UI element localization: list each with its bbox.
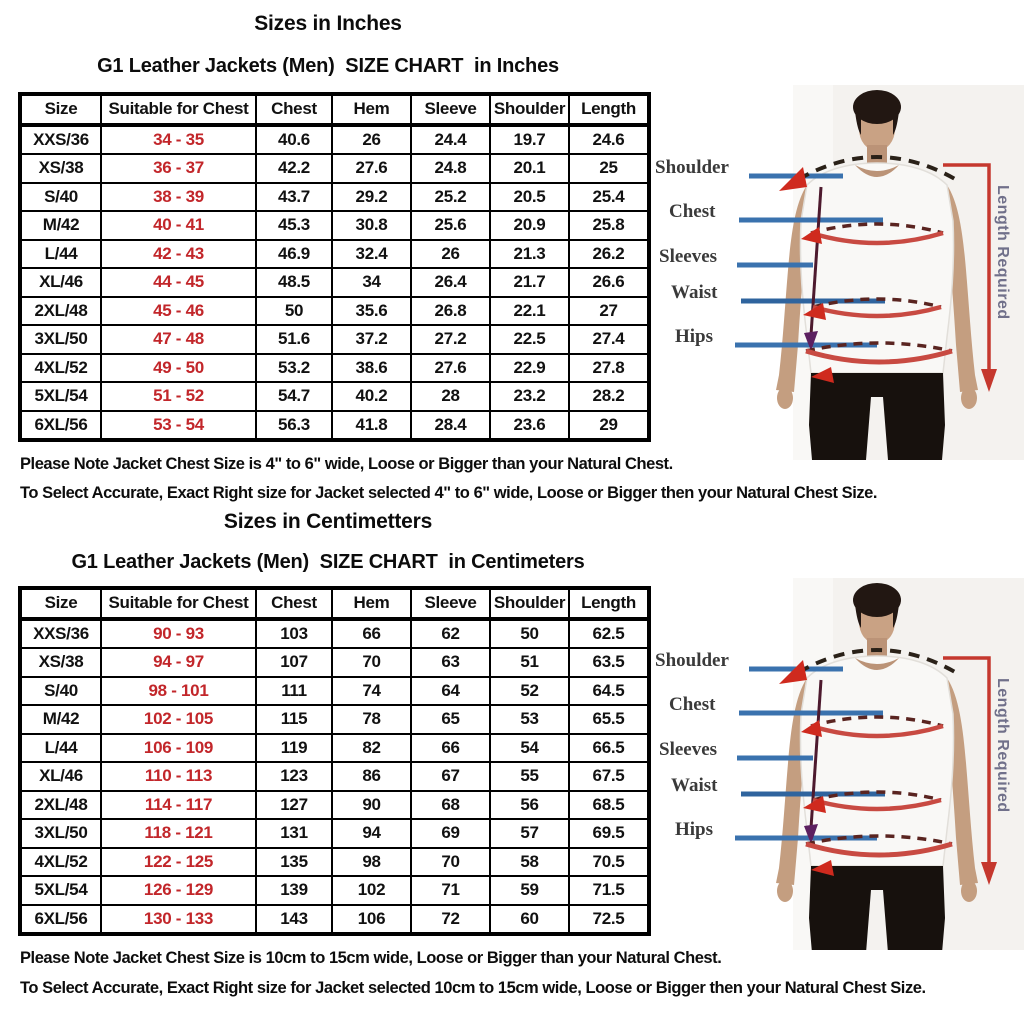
value-cell: 26 — [411, 240, 490, 269]
column-header: Chest — [256, 94, 332, 125]
value-cell: 131 — [256, 819, 332, 848]
size-cell: L/44 — [20, 240, 101, 269]
note-cm-2: To Select Accurate, Exact Right size for Jacket selected 10cm to 15cm wide, Loose or Bigger then your Natural Chest Size. — [20, 979, 926, 997]
size-cell: M/42 — [20, 705, 101, 734]
figure-label-hips: Hips — [675, 819, 714, 840]
figure-label-sleeves: Sleeves — [659, 739, 718, 760]
value-cell: 74 — [332, 677, 411, 706]
value-cell: 67 — [411, 762, 490, 791]
section-title-cm: Sizes in Centimetters — [223, 510, 433, 533]
table-row — [20, 905, 649, 935]
value-cell: 82 — [332, 734, 411, 763]
table-row — [20, 734, 649, 763]
column-header: Chest — [256, 588, 332, 619]
value-cell: 29.2 — [332, 183, 411, 212]
value-cell: 29 — [569, 411, 649, 441]
size-cell: XL/46 — [20, 762, 101, 791]
value-cell: 21.3 — [490, 240, 569, 269]
column-header: Size — [20, 588, 101, 619]
value-cell: 111 — [256, 677, 332, 706]
value-cell: 127 — [256, 791, 332, 820]
size-cell: 2XL/48 — [20, 297, 101, 326]
value-cell: 98 — [332, 848, 411, 877]
value-cell: 66 — [411, 734, 490, 763]
table-row — [20, 211, 649, 240]
value-cell: 68.5 — [569, 791, 649, 820]
note-inches-1: Please Note Jacket Chest Size is 4" to 6" wide, Loose or Bigger than your Natural Chest. — [20, 455, 673, 473]
table-row — [20, 819, 649, 848]
value-cell: 139 — [256, 876, 332, 905]
value-cell: 50 — [490, 619, 569, 649]
value-cell: 90 - 93 — [101, 619, 256, 649]
size-table-cm — [18, 586, 651, 936]
value-cell: 30.8 — [332, 211, 411, 240]
value-cell: 40 - 41 — [101, 211, 256, 240]
size-cell: S/40 — [20, 677, 101, 706]
value-cell: 27.6 — [411, 354, 490, 383]
value-cell: 28.2 — [569, 382, 649, 411]
value-cell: 22.9 — [490, 354, 569, 383]
value-cell: 126 - 129 — [101, 876, 256, 905]
value-cell: 46.9 — [256, 240, 332, 269]
man-measurement-diagram — [645, 85, 1024, 460]
value-cell: 58 — [490, 848, 569, 877]
column-header: Sleeve — [411, 588, 490, 619]
column-header: Shoulder — [490, 588, 569, 619]
value-cell: 56 — [490, 791, 569, 820]
value-cell: 110 - 113 — [101, 762, 256, 791]
table-row — [20, 705, 649, 734]
value-cell: 62.5 — [569, 619, 649, 649]
value-cell: 53 - 54 — [101, 411, 256, 441]
value-cell: 60 — [490, 905, 569, 935]
value-cell: 20.5 — [490, 183, 569, 212]
value-cell: 122 - 125 — [101, 848, 256, 877]
table-row — [20, 297, 649, 326]
value-cell: 64 — [411, 677, 490, 706]
value-cell: 45.3 — [256, 211, 332, 240]
value-cell: 56.3 — [256, 411, 332, 441]
size-cell: 4XL/52 — [20, 354, 101, 383]
value-cell: 40.2 — [332, 382, 411, 411]
value-cell: 66 — [332, 619, 411, 649]
value-cell: 26.2 — [569, 240, 649, 269]
column-header: Length — [569, 588, 649, 619]
neck — [867, 145, 887, 165]
value-cell: 65.5 — [569, 705, 649, 734]
size-cell: 3XL/50 — [20, 819, 101, 848]
size-cell: 5XL/54 — [20, 876, 101, 905]
column-header: Shoulder — [490, 94, 569, 125]
figure-label-chest: Chest — [669, 694, 716, 715]
value-cell: 54 — [490, 734, 569, 763]
value-cell: 34 - 35 — [101, 125, 256, 155]
value-cell: 42 - 43 — [101, 240, 256, 269]
table-row — [20, 268, 649, 297]
value-cell: 135 — [256, 848, 332, 877]
value-cell: 27.6 — [332, 154, 411, 183]
value-cell: 59 — [490, 876, 569, 905]
value-cell: 20.9 — [490, 211, 569, 240]
value-cell: 20.1 — [490, 154, 569, 183]
column-header: Suitable for Chest — [101, 94, 256, 125]
value-cell: 72 — [411, 905, 490, 935]
value-cell: 63.5 — [569, 648, 649, 677]
header-row — [20, 588, 649, 619]
note-inches-2: To Select Accurate, Exact Right size for Jacket selected 4" to 6" wide, Loose or Bigger then your Natural Chest Size. — [20, 484, 878, 502]
value-cell: 48.5 — [256, 268, 332, 297]
figure-label-hips: Hips — [675, 326, 714, 347]
value-cell: 55 — [490, 762, 569, 791]
value-cell: 23.6 — [490, 411, 569, 441]
value-cell: 130 - 133 — [101, 905, 256, 935]
header-row — [20, 94, 649, 125]
size-cell: 2XL/48 — [20, 791, 101, 820]
value-cell: 27 — [569, 297, 649, 326]
value-cell: 71 — [411, 876, 490, 905]
size-cell: XXS/36 — [20, 619, 101, 649]
value-cell: 71.5 — [569, 876, 649, 905]
value-cell: 23.2 — [490, 382, 569, 411]
value-cell: 22.1 — [490, 297, 569, 326]
table-row — [20, 677, 649, 706]
value-cell: 45 - 46 — [101, 297, 256, 326]
value-cell: 123 — [256, 762, 332, 791]
value-cell: 19.7 — [490, 125, 569, 155]
value-cell: 41.8 — [332, 411, 411, 441]
value-cell: 49 - 50 — [101, 354, 256, 383]
table-row — [20, 154, 649, 183]
size-cell: 5XL/54 — [20, 382, 101, 411]
value-cell: 26 — [332, 125, 411, 155]
value-cell: 107 — [256, 648, 332, 677]
size-cell: 6XL/56 — [20, 905, 101, 935]
value-cell: 69 — [411, 819, 490, 848]
figure-label-waist: Waist — [671, 775, 718, 796]
value-cell: 63 — [411, 648, 490, 677]
value-cell: 50 — [256, 297, 332, 326]
value-cell: 106 — [332, 905, 411, 935]
value-cell: 25.6 — [411, 211, 490, 240]
value-cell: 51 — [490, 648, 569, 677]
figure-label-length-required: Length Required — [994, 678, 1011, 813]
table-row — [20, 848, 649, 877]
size-cell: L/44 — [20, 734, 101, 763]
value-cell: 70 — [411, 848, 490, 877]
left-hand — [777, 387, 793, 409]
value-cell: 94 — [332, 819, 411, 848]
measurement-figure-cm — [645, 578, 1024, 950]
size-cell: 6XL/56 — [20, 411, 101, 441]
column-header: Hem — [332, 94, 411, 125]
size-cell: XXS/36 — [20, 125, 101, 155]
value-cell: 40.6 — [256, 125, 332, 155]
value-cell: 21.7 — [490, 268, 569, 297]
value-cell: 38.6 — [332, 354, 411, 383]
size-cell: XS/38 — [20, 154, 101, 183]
value-cell: 42.2 — [256, 154, 332, 183]
table-row — [20, 762, 649, 791]
value-cell: 72.5 — [569, 905, 649, 935]
value-cell: 103 — [256, 619, 332, 649]
figure-label-length-required: Length Required — [994, 185, 1011, 320]
value-cell: 26.8 — [411, 297, 490, 326]
neck — [867, 638, 887, 658]
table-row — [20, 876, 649, 905]
value-cell: 52 — [490, 677, 569, 706]
figure-label-shoulder: Shoulder — [655, 650, 729, 671]
column-header: Length — [569, 94, 649, 125]
value-cell: 27.8 — [569, 354, 649, 383]
column-header: Suitable for Chest — [101, 588, 256, 619]
value-cell: 43.7 — [256, 183, 332, 212]
value-cell: 53.2 — [256, 354, 332, 383]
left-hand — [777, 880, 793, 902]
value-cell: 25.4 — [569, 183, 649, 212]
value-cell: 25.8 — [569, 211, 649, 240]
value-cell: 90 — [332, 791, 411, 820]
table-row — [20, 125, 649, 155]
size-cell: 4XL/52 — [20, 848, 101, 877]
value-cell: 24.6 — [569, 125, 649, 155]
value-cell: 38 - 39 — [101, 183, 256, 212]
value-cell: 28 — [411, 382, 490, 411]
value-cell: 26.6 — [569, 268, 649, 297]
value-cell: 44 - 45 — [101, 268, 256, 297]
value-cell: 24.4 — [411, 125, 490, 155]
figure-label-waist: Waist — [671, 282, 718, 303]
value-cell: 26.4 — [411, 268, 490, 297]
measurement-figure-inches — [645, 85, 1024, 460]
value-cell: 102 — [332, 876, 411, 905]
value-cell: 78 — [332, 705, 411, 734]
section-title-inches: Sizes in Inches — [254, 12, 402, 35]
size-table-inches — [18, 92, 651, 442]
table-row — [20, 354, 649, 383]
figure-label-chest: Chest — [669, 201, 716, 222]
table-row — [20, 382, 649, 411]
size-cell: S/40 — [20, 183, 101, 212]
value-cell: 70 — [332, 648, 411, 677]
value-cell: 106 - 109 — [101, 734, 256, 763]
table-row — [20, 325, 649, 354]
section-subtitle-cm: G1 Leather Jackets (Men) SIZE CHART in Centimeters — [71, 551, 585, 573]
value-cell: 53 — [490, 705, 569, 734]
note-cm-1: Please Note Jacket Chest Size is 10cm to 15cm wide, Loose or Bigger than your Natural Chest. — [20, 949, 722, 967]
size-cell: XS/38 — [20, 648, 101, 677]
value-cell: 37.2 — [332, 325, 411, 354]
value-cell: 36 - 37 — [101, 154, 256, 183]
table-row — [20, 183, 649, 212]
table-row — [20, 648, 649, 677]
right-hand — [961, 387, 977, 409]
value-cell: 69.5 — [569, 819, 649, 848]
value-cell: 70.5 — [569, 848, 649, 877]
value-cell: 115 — [256, 705, 332, 734]
column-header: Size — [20, 94, 101, 125]
size-cell: M/42 — [20, 211, 101, 240]
value-cell: 27.4 — [569, 325, 649, 354]
value-cell: 67.5 — [569, 762, 649, 791]
table-row — [20, 240, 649, 269]
table-row — [20, 619, 649, 649]
value-cell: 34 — [332, 268, 411, 297]
value-cell: 114 - 117 — [101, 791, 256, 820]
figure-label-sleeves: Sleeves — [659, 246, 718, 267]
size-cell: 3XL/50 — [20, 325, 101, 354]
value-cell: 25.2 — [411, 183, 490, 212]
value-cell: 119 — [256, 734, 332, 763]
value-cell: 35.6 — [332, 297, 411, 326]
value-cell: 51 - 52 — [101, 382, 256, 411]
section-subtitle-inches: G1 Leather Jackets (Men) SIZE CHART in Inches — [97, 55, 559, 77]
value-cell: 86 — [332, 762, 411, 791]
value-cell: 24.8 — [411, 154, 490, 183]
table-row — [20, 791, 649, 820]
figure-label-shoulder: Shoulder — [655, 157, 729, 178]
value-cell: 22.5 — [490, 325, 569, 354]
value-cell: 68 — [411, 791, 490, 820]
value-cell: 65 — [411, 705, 490, 734]
value-cell: 54.7 — [256, 382, 332, 411]
value-cell: 98 - 101 — [101, 677, 256, 706]
value-cell: 102 - 105 — [101, 705, 256, 734]
right-hand — [961, 880, 977, 902]
value-cell: 57 — [490, 819, 569, 848]
column-header: Sleeve — [411, 94, 490, 125]
size-cell: XL/46 — [20, 268, 101, 297]
value-cell: 28.4 — [411, 411, 490, 441]
man-measurement-diagram — [645, 578, 1024, 950]
value-cell: 62 — [411, 619, 490, 649]
value-cell: 51.6 — [256, 325, 332, 354]
value-cell: 66.5 — [569, 734, 649, 763]
value-cell: 94 - 97 — [101, 648, 256, 677]
value-cell: 27.2 — [411, 325, 490, 354]
value-cell: 32.4 — [332, 240, 411, 269]
column-header: Hem — [332, 588, 411, 619]
value-cell: 118 - 121 — [101, 819, 256, 848]
value-cell: 25 — [569, 154, 649, 183]
value-cell: 143 — [256, 905, 332, 935]
table-row — [20, 411, 649, 441]
value-cell: 47 - 48 — [101, 325, 256, 354]
value-cell: 64.5 — [569, 677, 649, 706]
